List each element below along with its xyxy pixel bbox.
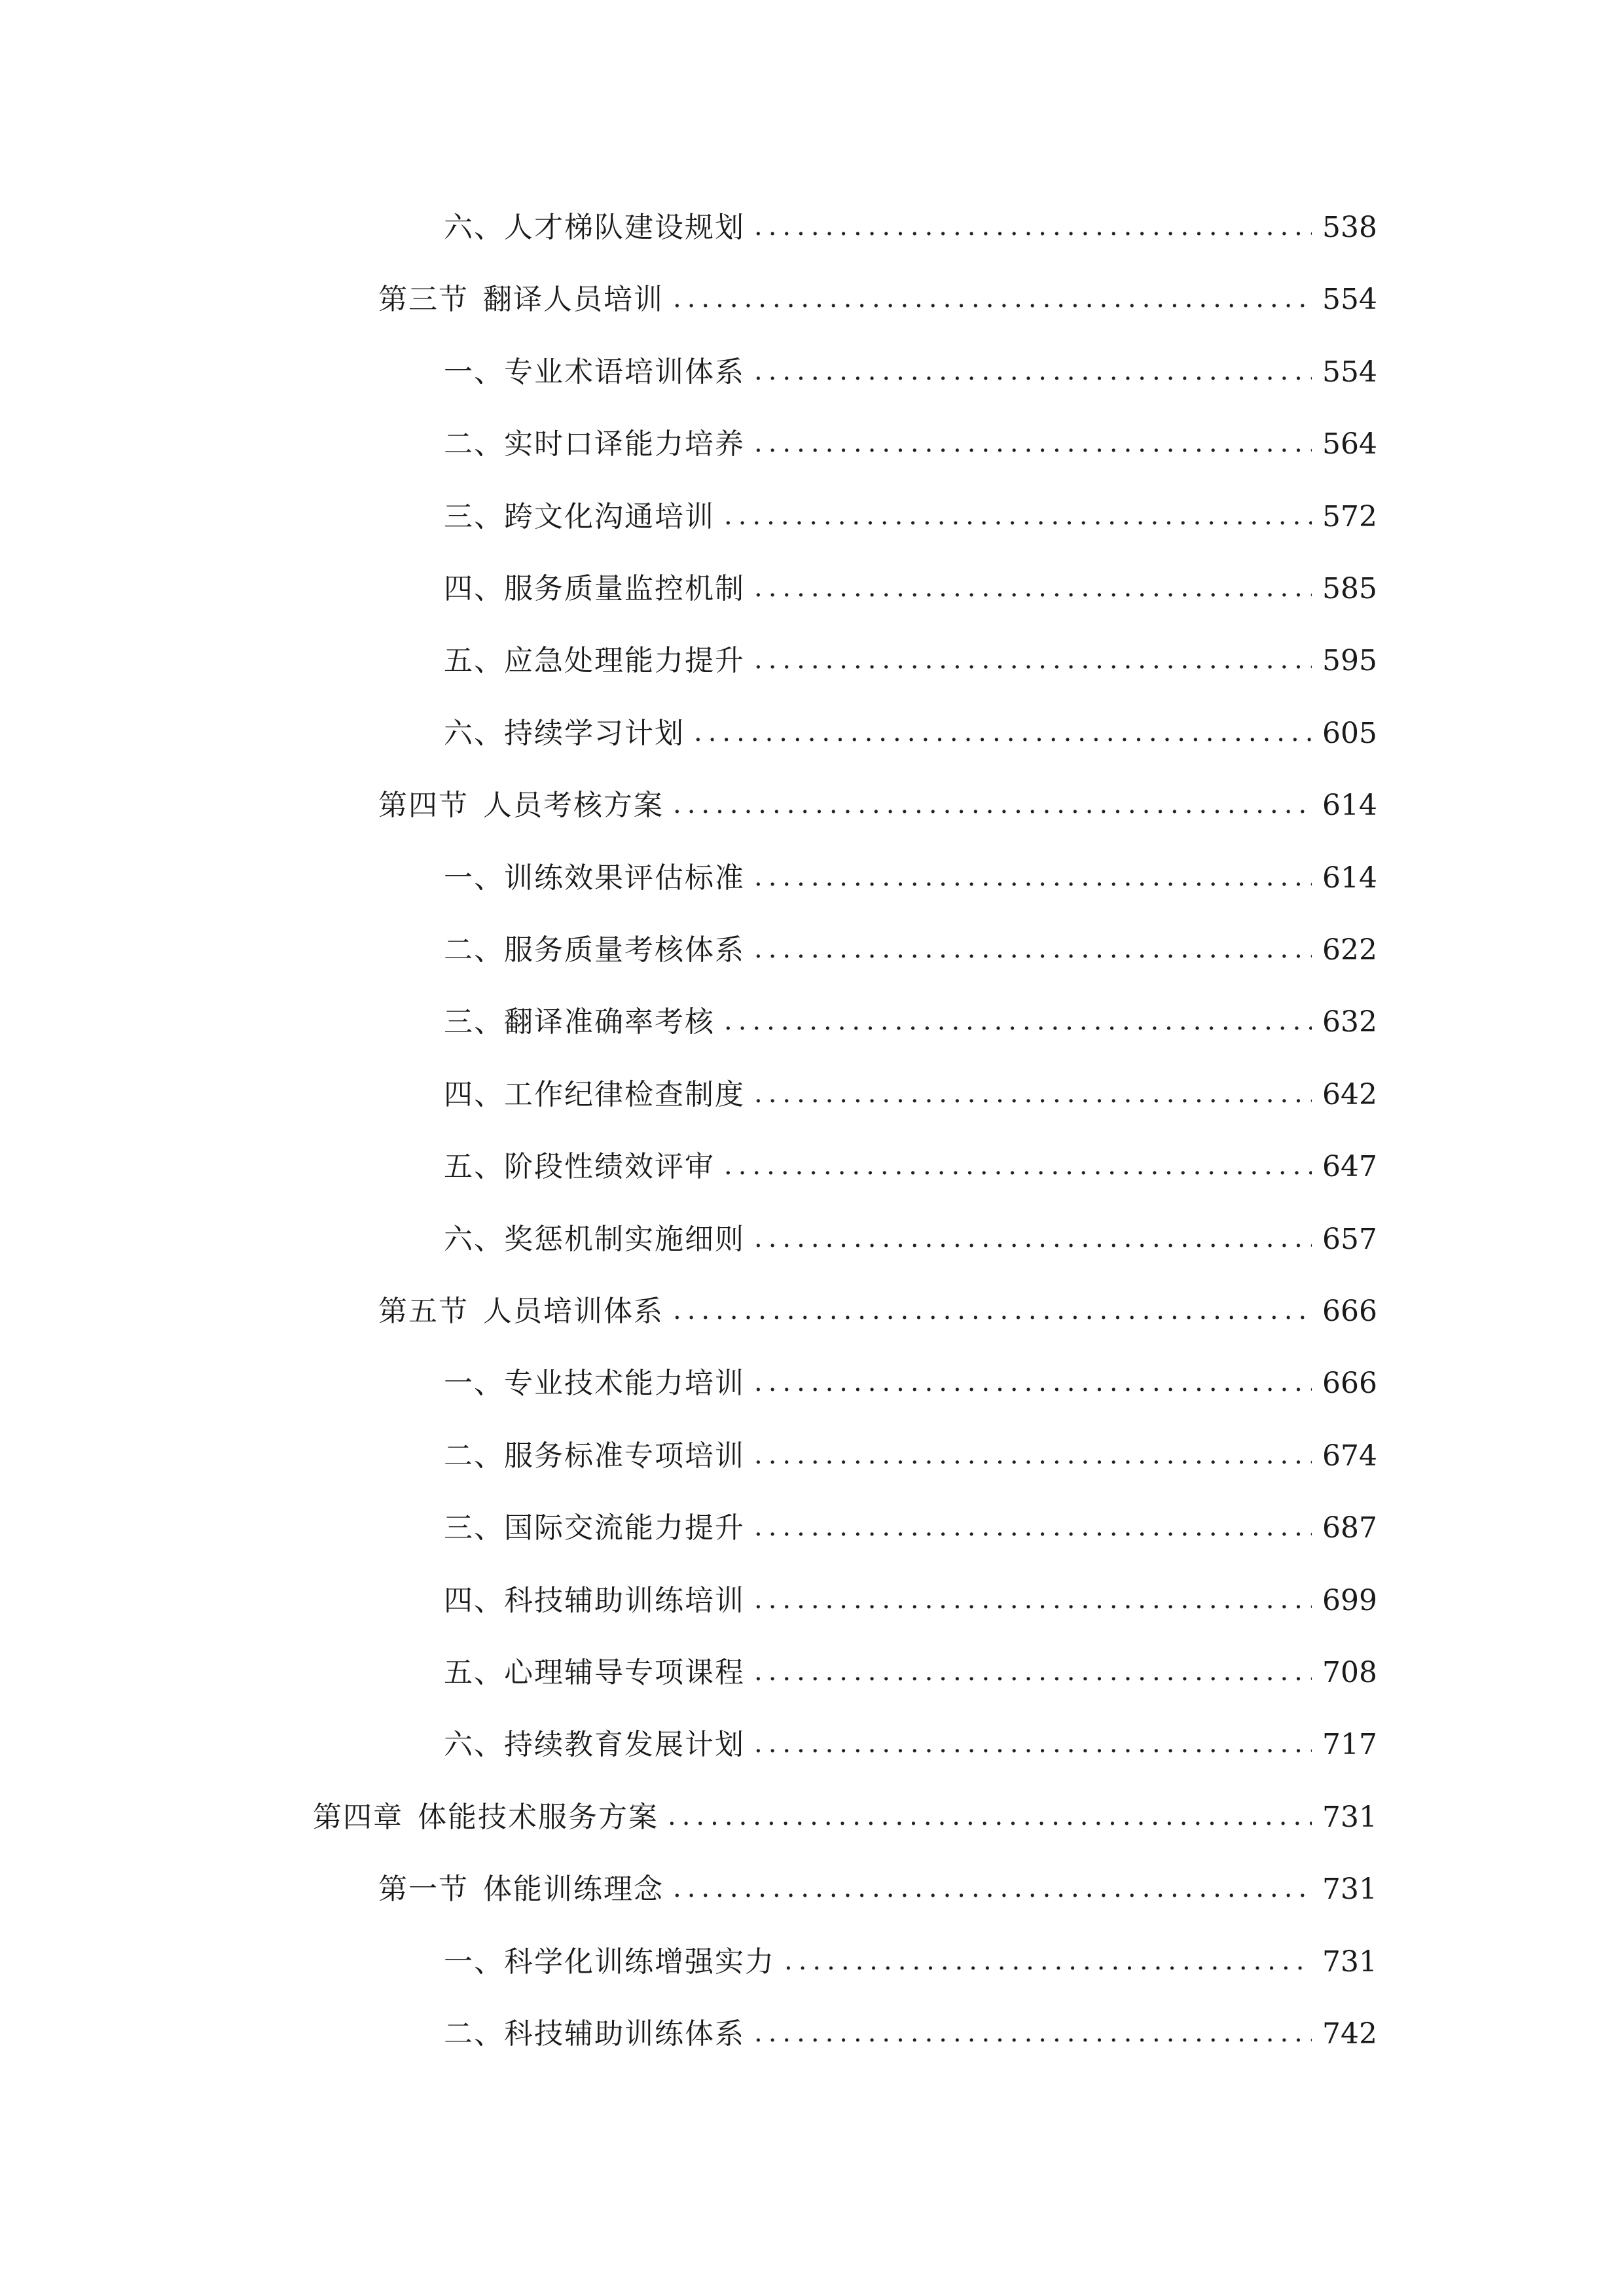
toc-entry-title: 专业技术能力培训	[504, 1367, 745, 1400]
toc-entry-page-number: 595	[1322, 644, 1377, 677]
toc-entry-page-number: 742	[1322, 2017, 1377, 2051]
toc-entry[interactable]	[378, 1282, 1377, 1341]
dot-leader	[754, 1225, 1312, 1251]
dot-leader	[754, 575, 1312, 601]
toc-entry[interactable]	[444, 1715, 1377, 1774]
toc-entry-page-number: 614	[1322, 861, 1377, 895]
toc-entry-number: 六、	[444, 717, 504, 750]
dot-leader	[754, 1731, 1312, 1757]
toc-entry-page-number: 717	[1322, 1728, 1377, 1761]
toc-entry[interactable]	[444, 993, 1377, 1052]
toc-entry-number: 三、	[444, 500, 504, 533]
toc-entry-title: 科技辅助训练体系	[504, 2017, 745, 2051]
toc-entry[interactable]	[313, 1788, 1377, 1847]
toc-entry-title: 人员考核方案	[483, 789, 664, 822]
toc-entry-number: 二、	[444, 933, 504, 967]
toc-entry-title: 工作纪律检查制度	[504, 1078, 745, 1111]
toc-entry[interactable]	[444, 415, 1377, 474]
toc-entry-page-number: 647	[1322, 1150, 1377, 1183]
dot-leader	[754, 1514, 1312, 1540]
dot-leader	[754, 864, 1312, 890]
dot-leader	[754, 1369, 1312, 1395]
toc-entry[interactable]	[444, 2005, 1377, 2064]
toc-entry[interactable]	[444, 1933, 1377, 1992]
toc-entry-number: 四、	[444, 572, 504, 605]
toc-entry-title: 训练效果评估标准	[504, 861, 745, 895]
toc-entry-page-number: 731	[1322, 1873, 1377, 1906]
toc-entry-number: 一、	[444, 1945, 504, 1979]
toc-entry-number: 第五节	[378, 1295, 469, 1328]
toc-entry-title: 翻译准确率考核	[504, 1005, 715, 1039]
toc-entry-title: 奖惩机制实施细则	[504, 1223, 745, 1256]
toc-entry-title: 持续学习计划	[504, 717, 685, 750]
toc-entry-title: 应急处理能力提升	[504, 644, 745, 677]
toc-entry-page-number: 585	[1322, 572, 1377, 605]
toc-entry[interactable]	[444, 1354, 1377, 1413]
toc-entry[interactable]	[444, 1571, 1377, 1630]
toc-entry-page-number: 666	[1322, 1295, 1377, 1328]
toc-entry-title: 体能技术服务方案	[418, 1801, 659, 1834]
dot-leader	[754, 213, 1312, 240]
toc-entry-title: 跨文化沟通培训	[504, 500, 715, 533]
toc-entry[interactable]	[444, 1499, 1377, 1558]
dot-leader	[724, 503, 1312, 529]
toc-entry-number: 一、	[444, 355, 504, 389]
toc-entry-title: 翻译人员培训	[483, 283, 664, 316]
dot-leader	[754, 1587, 1312, 1613]
toc-entry-page-number: 642	[1322, 1078, 1377, 1111]
toc-entry-number: 五、	[444, 1150, 504, 1183]
dot-leader	[754, 2020, 1312, 2046]
toc-entry-title: 服务质量考核体系	[504, 933, 745, 967]
toc-entry[interactable]	[444, 1427, 1377, 1486]
toc-entry[interactable]	[444, 1066, 1377, 1124]
toc-entry-title: 体能训练理念	[483, 1873, 664, 1906]
dot-leader	[724, 1153, 1312, 1179]
toc-entry-number: 五、	[444, 644, 504, 677]
toc-entry-number: 第四章	[313, 1801, 403, 1834]
dot-leader	[754, 358, 1312, 384]
toc-entry-title: 人员培训体系	[483, 1295, 664, 1328]
dot-leader	[754, 1081, 1312, 1107]
toc-entry[interactable]	[444, 198, 1377, 257]
dot-leader	[724, 1008, 1312, 1034]
toc-entry-number: 第四节	[378, 789, 469, 822]
toc-entry-title: 科学化训练增强实力	[504, 1945, 775, 1979]
toc-entry-number: 四、	[444, 1078, 504, 1111]
toc-entry-page-number: 657	[1322, 1223, 1377, 1256]
toc-entry-number: 六、	[444, 1728, 504, 1761]
toc-entry[interactable]	[444, 560, 1377, 619]
toc-entry[interactable]	[378, 776, 1377, 835]
toc-entry[interactable]	[444, 921, 1377, 980]
toc-entry-title: 阶段性绩效评审	[504, 1150, 715, 1183]
toc-entry-number: 第三节	[378, 283, 469, 316]
dot-leader	[673, 1297, 1312, 1323]
toc-entry-number: 六、	[444, 211, 504, 244]
toc-entry-page-number: 622	[1322, 933, 1377, 967]
dot-leader	[673, 791, 1312, 817]
toc-entry-title: 专业术语培训体系	[504, 355, 745, 389]
toc-entry-number: 四、	[444, 1584, 504, 1617]
dot-leader	[673, 285, 1312, 312]
dot-leader	[754, 936, 1312, 962]
toc-entry[interactable]	[444, 632, 1377, 691]
toc-entry[interactable]	[444, 1643, 1377, 1702]
toc-entry-page-number: 674	[1322, 1439, 1377, 1473]
toc-entry-title: 服务质量监控机制	[504, 572, 745, 605]
dot-leader	[754, 1442, 1312, 1468]
toc-entry-page-number: 699	[1322, 1584, 1377, 1617]
dot-leader	[754, 647, 1312, 673]
toc-entry-number: 五、	[444, 1656, 504, 1689]
toc-entry-page-number: 564	[1322, 427, 1377, 461]
toc-entry-page-number: 614	[1322, 789, 1377, 822]
toc-entry-page-number: 605	[1322, 717, 1377, 750]
toc-entry[interactable]	[444, 343, 1377, 402]
toc-entry-number: 二、	[444, 427, 504, 461]
dot-leader	[673, 1875, 1312, 1901]
toc-entry-number: 一、	[444, 861, 504, 895]
toc-entry-page-number: 632	[1322, 1005, 1377, 1039]
toc-entry-title: 持续教育发展计划	[504, 1728, 745, 1761]
toc-entry-number: 第一节	[378, 1873, 469, 1906]
dot-leader	[754, 430, 1312, 456]
dot-leader	[784, 1948, 1312, 1974]
dot-leader	[694, 719, 1312, 745]
toc-entry-number: 二、	[444, 1439, 504, 1473]
dot-leader	[668, 1803, 1312, 1829]
toc-entry-page-number: 666	[1322, 1367, 1377, 1400]
toc-entry-page-number: 687	[1322, 1511, 1377, 1545]
toc-entry-number: 三、	[444, 1005, 504, 1039]
toc-entry-page-number: 554	[1322, 283, 1377, 316]
toc-entry-number: 一、	[444, 1367, 504, 1400]
toc-entry-title: 服务标准专项培训	[504, 1439, 745, 1473]
toc-entry[interactable]	[444, 1138, 1377, 1196]
toc-entry-title: 心理辅导专项课程	[504, 1656, 745, 1689]
toc-entry[interactable]	[378, 270, 1377, 329]
toc-entry[interactable]	[378, 1860, 1377, 1919]
toc-entry-title: 国际交流能力提升	[504, 1511, 745, 1545]
toc-entry-number: 二、	[444, 2017, 504, 2051]
toc-entry-page-number: 731	[1322, 1945, 1377, 1979]
toc-entry-page-number: 538	[1322, 211, 1377, 244]
toc-entry[interactable]	[444, 704, 1377, 763]
toc-entry[interactable]	[444, 1210, 1377, 1269]
toc-entry-title: 实时口译能力培养	[504, 427, 745, 461]
toc-entry-page-number: 731	[1322, 1801, 1377, 1834]
toc-entry-title: 科技辅助训练培训	[504, 1584, 745, 1617]
toc-entry-number: 三、	[444, 1511, 504, 1545]
toc-entry-page-number: 572	[1322, 500, 1377, 533]
toc-entry-number: 六、	[444, 1223, 504, 1256]
toc-entry[interactable]	[444, 488, 1377, 547]
toc-entry-page-number: 554	[1322, 355, 1377, 389]
toc-entry[interactable]	[444, 849, 1377, 908]
toc-entry-page-number: 708	[1322, 1656, 1377, 1689]
dot-leader	[754, 1659, 1312, 1685]
toc-entry-title: 人才梯队建设规划	[504, 211, 745, 244]
